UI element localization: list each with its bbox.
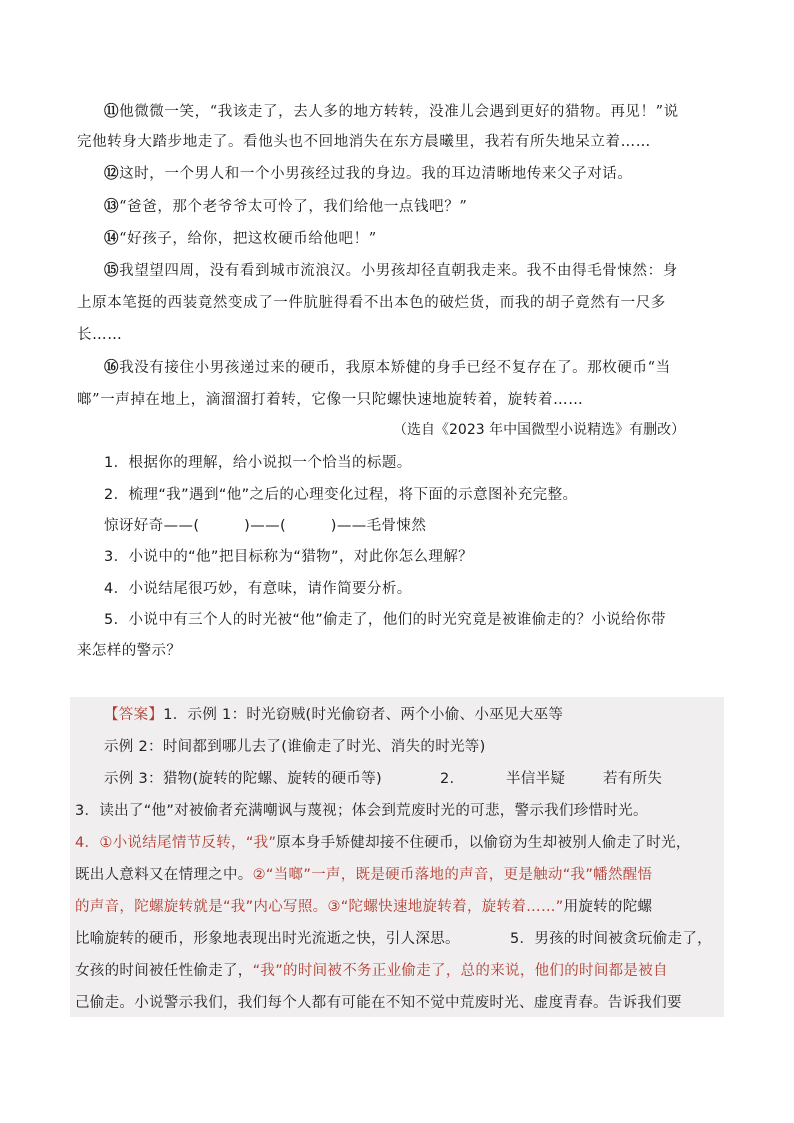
answer-text: 女孩的时间被任性偷走了， [75,963,253,979]
paragraph-12 [104,164,633,184]
paragraph-text: “好孩子，给你，把这枚硬币给他吧！” [119,231,377,247]
paragraph-text: 我望望四周，没有看到城市流浪汉。小男孩却径直朝我走来。我不由得毛骨悚然：身 [119,263,678,279]
paragraph-number: ⑯ [104,359,120,376]
paragraph-15-line-1 [104,261,678,281]
question-5-line-2: 来怎样的警示？ [77,643,182,659]
answer-text: 用旋转的陀螺 [563,899,653,915]
answer-1-example-1 [104,705,563,725]
answer-2-phase-1: 半信半疑 [506,771,566,787]
answer-4-line-3 [75,897,652,917]
paragraph-16-line-1 [104,358,671,378]
answer-5-line-1: 5．男孩的时间被贪玩偷走了， [510,931,712,947]
paragraph-number: ⑭ [104,230,120,247]
answer-1-example-3: 示例 3：猎物(旋转的陀螺、旋转的硬币等) [104,771,382,787]
paragraph-text: 这时，一个男人和一个小男孩经过我的身边。我的耳边清晰地传来父子对话。 [119,166,633,182]
answer-label: 【答案】 [104,707,164,723]
answer-5-line-2 [75,961,668,981]
paragraph-number: ⑬ [104,198,120,215]
answer-text: 原本身手矫健却接不住硬币，以偷窃为生却被别人偷走了时光， [276,835,691,851]
paragraph-15-line-3: 长…… [77,327,123,343]
question-2-diagram: 惊讶好奇——( )——( )——毛骨悚然 [104,518,427,534]
answer-text: “我”的时间被不务正业偷走了，总的来说，他们的时间都是被自 [252,963,668,979]
answer-text: ③“陀螺快速地旋转着，旋转着……” [327,899,564,915]
answer-2-number: 2. [440,771,455,787]
question-2: 2．梳理“我”遇到“他”之后的心理变化过程，将下面的示意图补充完整。 [104,487,578,503]
question-1: 1．根据你的理解，给小说拟一个恰当的标题。 [104,455,412,471]
answer-5-line-3: 己偷走。小说警示我们，我们每个人都有可能在不知不觉中荒废时光、虚度青春。告诉我们要 [75,995,682,1011]
paragraph-14 [104,229,377,249]
answer-quote: “我” [245,835,277,851]
paragraph-15-line-2: 上原本笔挺的西装竟然变成了一件肮脏得看不出本色的破烂货，而我的胡子竟然有一尺多 [77,295,666,311]
answer-4-line-1 [75,833,691,853]
answer-text: 4．①小说结尾情节反转， [75,835,246,851]
source-citation: （选自《2023 年中国微型小说精选》有删改） [393,422,686,438]
answer-text: 的声音，陀螺旋转就是“我”内心写照。 [75,899,328,915]
answer-3: 3．读出了“他”对被偷者充满嘲讽与蔑视；体会到荒废时光的可悲，警示我们珍惜时光。 [75,803,648,819]
paragraph-number: ⑮ [104,262,120,279]
paragraph-number: ⑪ [104,103,120,120]
answer-1-example-2: 示例 2：时间都到哪儿去了(谁偷走了时光、消失的时光等) [104,739,486,755]
question-4: 4．小说结尾很巧妙，有意味，请作简要分析。 [104,581,412,597]
paragraph-text: “爸爸，那个老爷爷太可怜了，我们给他一点钱吧？” [119,199,468,215]
paragraph-11-line-2: 完他转身大踏步地走了。看他头也不回地消失在东方晨曦里，我若有所失地呆立着…… [77,134,651,150]
paragraph-text: 我没有接住小男孩递过来的硬币，我原本矫健的身手已经不复存在了。那枚硬币“当 [119,360,671,376]
answer-text: 既出人意料又在情理之中。 [75,867,253,883]
answer-text: ②“当啷”一声，既是硬币落地的声音，更是触动“我”幡然醒悟 [252,867,653,883]
answer-4-line-2 [75,865,652,885]
paragraph-16-line-2: 啷”一声掉在地上，滴溜溜打着转，它像一只陀螺快速地旋转着，旋转着…… [77,392,584,408]
paragraph-text: 他微微一笑，“我该走了，去人多的地方转转，没准儿会遇到更好的猎物。再见！”说 [119,104,679,120]
answer-4-line-4: 比喻旋转的硬币，形象地表现出时光流逝之快，引人深思。 [75,931,460,947]
answer-2-phase-2: 若有所失 [603,771,663,787]
answer-text: 1．示例 1：时光窃贼(时光偷窃者、两个小偷、小巫见大巫等 [163,707,564,723]
question-5-line-1: 5．小说中有三个人的时光被“他”偷走了，他们的时光究竟是被谁偷走的？小说给你带 [104,612,666,628]
paragraph-11-line-1 [104,102,679,122]
question-3: 3．小说中的“他”把目标称为“猎物”，对此你怎么理解？ [104,549,474,565]
paragraph-13 [104,197,467,217]
paragraph-number: ⑫ [104,165,120,182]
